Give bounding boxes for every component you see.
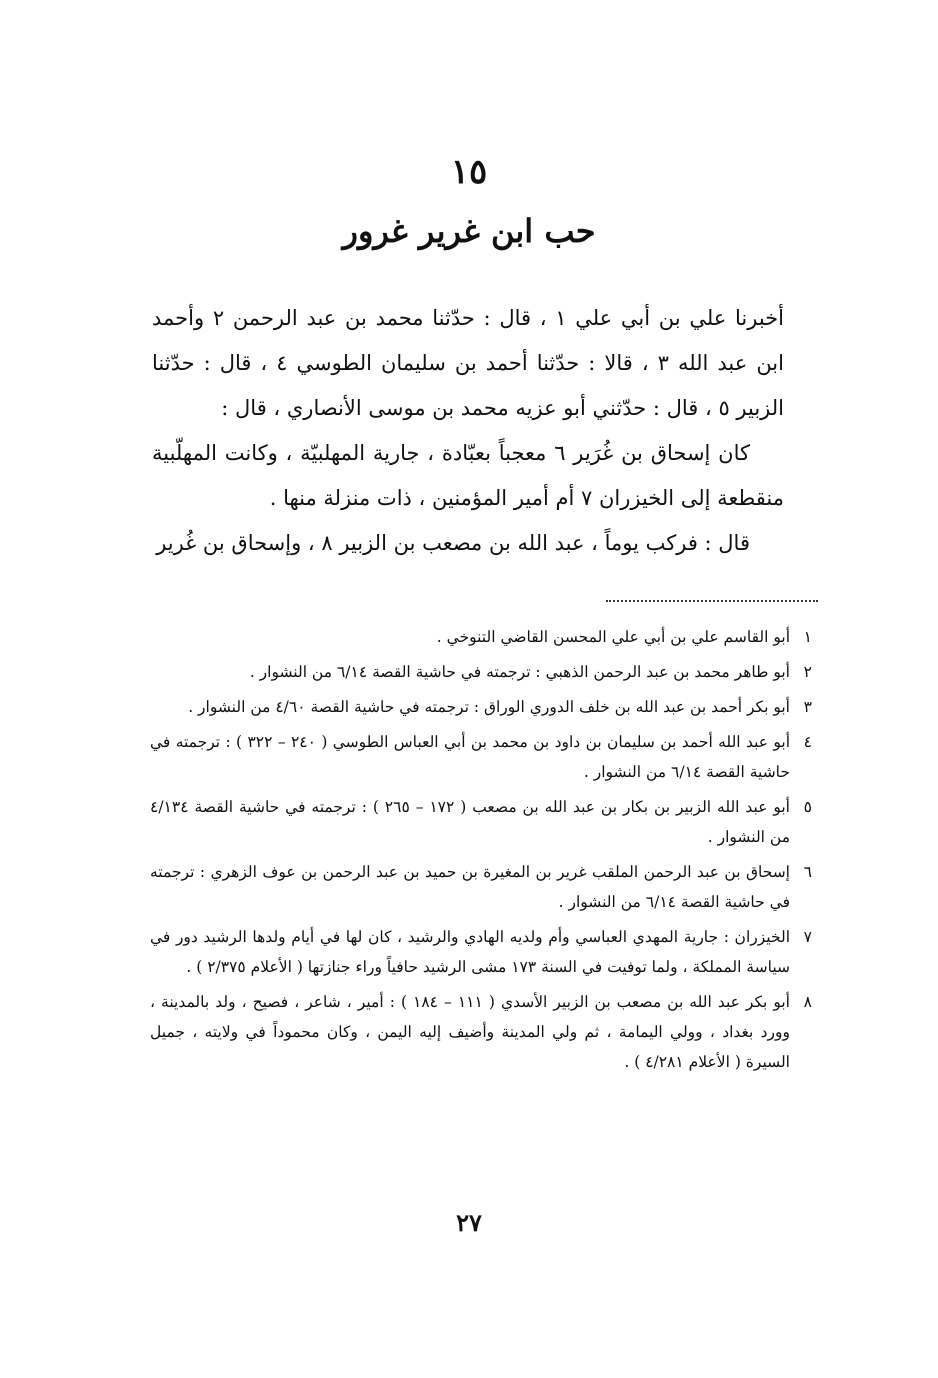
footnote-number: ٨	[803, 993, 812, 1011]
footnote-number: ٧	[803, 928, 812, 946]
footnote	[150, 622, 812, 652]
footnote	[150, 727, 812, 787]
footnote-number: ٥	[803, 798, 812, 816]
paragraph-isnad: أخبرنا علي بن أبي علي ١ ، قال : حدّثنا محمد بن عبد الرحمن ٢ وأحمد ابن عبد الله ٣ ، قالا : حدّثنا أحمد بن سليمان الطوسي ٤ ، قال : حدّثنا الزبير ٥ ، قال : حدّثني أبو عزيه محمد بن موسى الأنصاري ، قال :	[152, 306, 784, 420]
footnote	[150, 692, 812, 722]
footnote-text: إسحاق بن عبد الرحمن الملقب غرير بن المغيرة بن حميد بن عبد الرحمن بن عوف الزهري : ترجمته في حاشية القصة ٦/١٤ من النشوار .	[150, 863, 790, 911]
footnote-number: ٣	[803, 698, 812, 716]
footnote	[150, 792, 812, 852]
footnote-text: أبو طاهر محمد بن عبد الرحمن الذهبي : ترجمته في حاشية القصة ٦/١٤ من النشوار .	[249, 663, 790, 681]
footnote-number: ٦	[803, 863, 812, 881]
story-title: حب ابن غرير غرور	[342, 212, 596, 250]
footnote-number: ١	[803, 628, 812, 646]
footnote-number: ٤	[803, 733, 812, 751]
footnote-text: أبو عبد الله أحمد بن سليمان بن داود بن محمد بن أبي العباس الطوسي ( ٢٤٠ – ٣٢٢ ) : ترجمته في حاشية القصة ٦/١٤ من النشوار .	[150, 733, 791, 781]
footnote-number: ٢	[803, 663, 812, 681]
footnote-text: الخيزران : جارية المهدي العباسي وأم ولديه الهادي والرشيد ، كان لها في أيام ولدها الرشيد دور في سياسة المملكة ، ولما توفيت في السنة ١٧٣ مشى الرشيد حافياً وراء جنازتها ( الأعلام ٢/٣٧٥ ) .	[150, 928, 790, 976]
page-number: ٢٧	[456, 1208, 482, 1237]
paragraph-story-continued: قال : فركب يوماً ، عبد الله بن مصعب بن الزبير ٨ ، وإسحاق بن غُرير	[156, 531, 750, 555]
footnote-text: أبو عبد الله الزبير بن بكار بن عبد الله بن مصعب ( ١٧٢ – ٢٦٥ ) : ترجمته في حاشية القصة ٤/١٣٤ من النشوار .	[150, 798, 790, 846]
footnote-text: أبو بكر أحمد بن عبد الله بن خلف الدوري الوراق : ترجمته في حاشية القصة ٤/٦٠ من النشوار .	[188, 698, 790, 716]
footnotes	[150, 622, 812, 1082]
footnote-text: أبو القاسم علي بن أبي علي المحسن القاضي التنوخي .	[436, 628, 790, 646]
footnote-text: أبو بكر عبد الله بن مصعب بن الزبير الأسدي ( ١١١ – ١٨٤ ) : أمير ، شاعر ، فصيح ، ولد بالمدينة ، وورد بغداد ، وولي اليمامة ، ثم ولي المدينة وأضيف إليه اليمن ، وكان محموداً في ولايته ، جميل السيرة ( الأعلام ٤/٢٨١ ) .	[150, 993, 790, 1071]
paragraph-story: كان إسحاق بن غُرَير ٦ معجباً بعبّادة ، جارية المهلبيّة ، وكانت المهلّبية منقطعة إلى الخيزران ٧ أم أمير المؤمنين ، ذات منزلة منها .	[152, 441, 784, 510]
footnote-divider	[606, 600, 818, 602]
footnote	[150, 987, 812, 1077]
footnote	[150, 922, 812, 982]
footnote	[150, 857, 812, 917]
main-text	[152, 296, 784, 566]
story-number: ١٥	[450, 152, 488, 192]
footnote	[150, 657, 812, 687]
